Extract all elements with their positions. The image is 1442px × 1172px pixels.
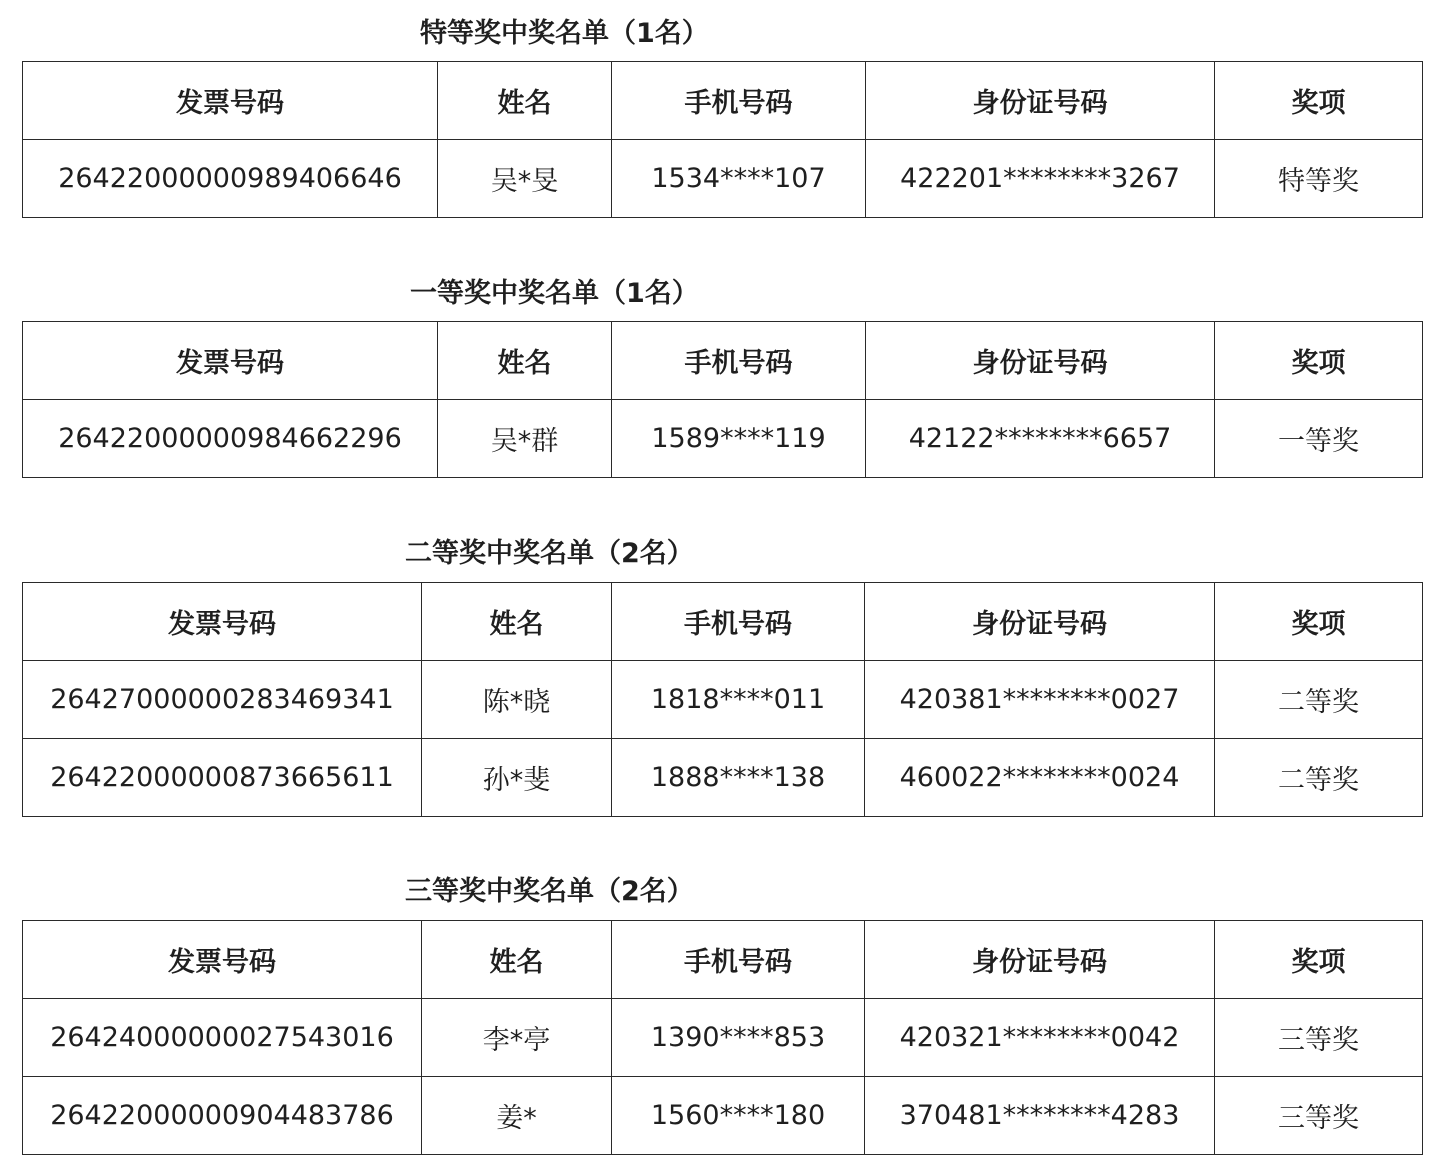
cell-phone-number: 1888****138 [612, 739, 865, 817]
header-invoice-number: 发票号码 [23, 322, 438, 400]
cell-id-number: 370481********4283 [865, 1077, 1215, 1155]
cell-invoice-number: 26422000000984662296 [23, 400, 438, 478]
table-row [23, 661, 1423, 739]
header-id-number: 身份证号码 [865, 921, 1215, 999]
cell-name: 吴*群 [438, 400, 612, 478]
cell-invoice-number: 26427000000283469341 [23, 661, 422, 739]
cell-phone-number: 1390****853 [612, 999, 865, 1077]
cell-invoice-number: 26424000000027543016 [23, 999, 422, 1077]
header-phone-number: 手机号码 [612, 322, 866, 400]
header-phone-number: 手机号码 [612, 921, 865, 999]
cell-id-number: 42122********6657 [866, 400, 1215, 478]
cell-name: 姜* [422, 1077, 612, 1155]
cell-name: 陈*晓 [422, 661, 612, 739]
section-title-third-prize: 三等奖中奖名单（2名） [405, 876, 694, 907]
header-id-number: 身份证号码 [866, 62, 1215, 140]
section-title-grand-prize: 特等奖中奖名单（1名） [420, 18, 709, 49]
cell-id-number: 420381********0027 [865, 661, 1215, 739]
third-prize-winners-table [22, 920, 1423, 1155]
section-title-first-prize: 一等奖中奖名单（1名） [410, 278, 699, 309]
header-prize: 奖项 [1215, 583, 1423, 661]
cell-id-number: 422201********3267 [866, 140, 1215, 218]
table-header-row [23, 921, 1423, 999]
cell-invoice-number: 26422000000873665611 [23, 739, 422, 817]
cell-invoice-number: 26422000000904483786 [23, 1077, 422, 1155]
cell-name: 李*亭 [422, 999, 612, 1077]
header-phone-number: 手机号码 [612, 62, 866, 140]
header-invoice-number: 发票号码 [23, 921, 422, 999]
cell-prize: 三等奖 [1215, 1077, 1423, 1155]
table-row [23, 739, 1423, 817]
cell-invoice-number: 26422000000989406646 [23, 140, 438, 218]
header-id-number: 身份证号码 [866, 322, 1215, 400]
header-name: 姓名 [438, 62, 612, 140]
header-prize: 奖项 [1215, 921, 1423, 999]
header-prize: 奖项 [1215, 322, 1423, 400]
table-header-row [23, 583, 1423, 661]
cell-name: 吴*旻 [438, 140, 612, 218]
cell-phone-number: 1534****107 [612, 140, 866, 218]
cell-id-number: 460022********0024 [865, 739, 1215, 817]
header-phone-number: 手机号码 [612, 583, 865, 661]
table-row [23, 999, 1423, 1077]
first-prize-winners-table [22, 321, 1423, 478]
cell-prize: 特等奖 [1215, 140, 1423, 218]
table-header-row [23, 322, 1423, 400]
cell-prize: 二等奖 [1215, 661, 1423, 739]
header-name: 姓名 [422, 921, 612, 999]
table-row [23, 400, 1423, 478]
section-title-second-prize: 二等奖中奖名单（2名） [405, 538, 694, 569]
table-row [23, 140, 1423, 218]
header-name: 姓名 [422, 583, 612, 661]
cell-prize: 一等奖 [1215, 400, 1423, 478]
table-row [23, 1077, 1423, 1155]
header-prize: 奖项 [1215, 62, 1423, 140]
cell-prize: 二等奖 [1215, 739, 1423, 817]
cell-phone-number: 1589****119 [612, 400, 866, 478]
cell-phone-number: 1560****180 [612, 1077, 865, 1155]
cell-id-number: 420321********0042 [865, 999, 1215, 1077]
cell-phone-number: 1818****011 [612, 661, 865, 739]
cell-prize: 三等奖 [1215, 999, 1423, 1077]
table-header-row [23, 62, 1423, 140]
second-prize-winners-table [22, 582, 1423, 817]
header-invoice-number: 发票号码 [23, 62, 438, 140]
cell-name: 孙*斐 [422, 739, 612, 817]
header-invoice-number: 发票号码 [23, 583, 422, 661]
header-id-number: 身份证号码 [865, 583, 1215, 661]
grand-prize-winners-table [22, 61, 1423, 218]
header-name: 姓名 [438, 322, 612, 400]
